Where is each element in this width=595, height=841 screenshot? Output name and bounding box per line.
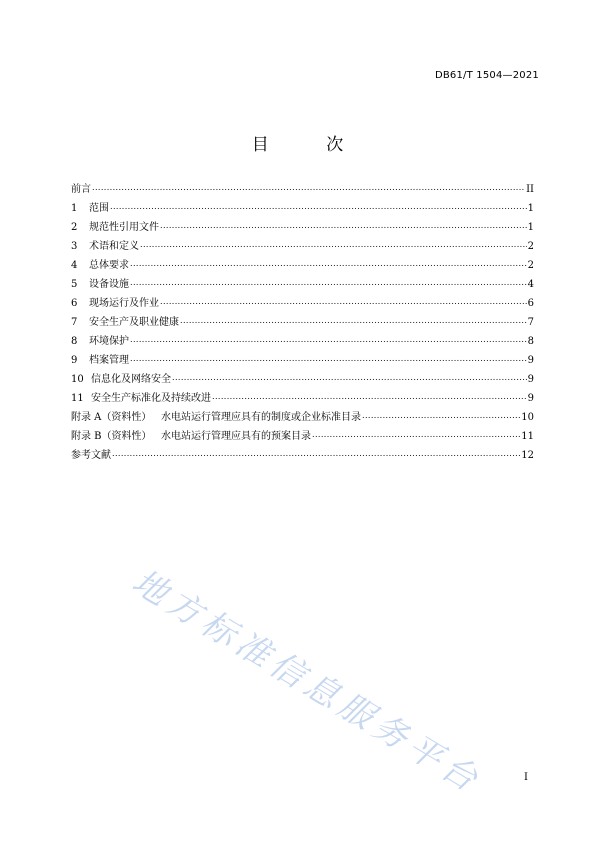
toc-entry-page: 10 bbox=[521, 412, 534, 423]
toc-entry-page: 2 bbox=[527, 241, 534, 252]
toc-entry-label: 安全生产标准化及持续改进 bbox=[91, 393, 211, 404]
toc-leader-dots bbox=[160, 292, 527, 311]
toc-entry-page: 2 bbox=[527, 260, 534, 271]
toc-entry-number: 9 bbox=[71, 355, 78, 366]
toc-leader-dots bbox=[140, 235, 527, 254]
toc-entry-page: 7 bbox=[527, 317, 534, 328]
toc-entry-number: 6 bbox=[71, 298, 78, 309]
toc-entry-label: 现场运行及作业 bbox=[89, 298, 159, 309]
toc-appendix-prefix: 附录 A（资料性） bbox=[71, 412, 152, 423]
toc-entry-number: 4 bbox=[71, 260, 78, 271]
toc-entry-number: 7 bbox=[71, 317, 78, 328]
toc-entry-page: 4 bbox=[527, 279, 534, 290]
toc-entry-label: 前言 bbox=[71, 184, 91, 195]
toc-leader-dots bbox=[172, 368, 527, 387]
toc-leader-dots bbox=[110, 197, 527, 216]
toc-leader-dots bbox=[130, 330, 527, 349]
toc-entry-number: 5 bbox=[71, 279, 78, 290]
toc-entry-page: 12 bbox=[521, 450, 534, 461]
toc-leader-dots bbox=[112, 444, 520, 463]
toc-entry-page: 11 bbox=[521, 431, 534, 442]
toc-entry-page: 9 bbox=[527, 374, 534, 385]
watermark: 地方标准信息服务平台 bbox=[125, 561, 489, 803]
toc-leader-dots bbox=[130, 273, 527, 292]
toc-entry-number: 1 bbox=[71, 203, 78, 214]
toc-entry-references[interactable] bbox=[71, 446, 534, 465]
toc-entry-label: 环境保护 bbox=[89, 336, 129, 347]
toc-entry-label: 信息化及网络安全 bbox=[91, 374, 171, 385]
toc-entry-label: 水电站运行管理应具有的制度或企业标准目录 bbox=[161, 412, 361, 423]
toc-entry-label: 安全生产及职业健康 bbox=[89, 317, 179, 328]
toc-entry-page: 8 bbox=[527, 336, 534, 347]
toc-leader-dots bbox=[312, 425, 520, 444]
toc-appendix-prefix: 附录 B（资料性） bbox=[71, 431, 152, 442]
toc-entry-page: 9 bbox=[527, 355, 534, 366]
toc-leader-dots bbox=[130, 349, 527, 368]
toc-entry-number: 3 bbox=[71, 241, 78, 252]
toc-leader-dots bbox=[130, 254, 527, 273]
toc-entry-number: 10 bbox=[71, 374, 84, 385]
document-code: DB61/T 1504—2021 bbox=[434, 70, 539, 81]
toc-entry-page: II bbox=[526, 184, 534, 195]
page-title: 目 次 bbox=[251, 135, 370, 155]
toc-entry-label: 范围 bbox=[89, 203, 109, 214]
toc-leader-dots bbox=[180, 311, 527, 330]
toc-leader-dots bbox=[362, 406, 520, 425]
toc-leader-dots bbox=[212, 387, 527, 406]
toc-entry-label: 水电站运行管理应具有的预案目录 bbox=[161, 431, 311, 442]
toc-entry-number: 2 bbox=[71, 222, 78, 233]
toc-entry-page: 6 bbox=[527, 298, 534, 309]
toc-entry-page: 9 bbox=[527, 393, 534, 404]
toc-leader-dots bbox=[160, 216, 527, 235]
toc-entry-label: 规范性引用文件 bbox=[89, 222, 159, 233]
toc-entry-page: 1 bbox=[527, 203, 534, 214]
toc-leader-dots bbox=[92, 178, 525, 197]
page-number: I bbox=[524, 772, 528, 783]
toc-entry-number: 11 bbox=[71, 393, 84, 404]
toc-entry-label: 设备设施 bbox=[89, 279, 129, 290]
toc-entry-label: 总体要求 bbox=[89, 260, 129, 271]
table-of-contents bbox=[71, 180, 534, 465]
toc-entry-label: 档案管理 bbox=[89, 355, 129, 366]
toc-entry-page: 1 bbox=[527, 222, 534, 233]
toc-entry-number: 8 bbox=[71, 336, 78, 347]
toc-entry-label: 术语和定义 bbox=[89, 241, 139, 252]
toc-entry-label: 参考文献 bbox=[71, 450, 111, 461]
